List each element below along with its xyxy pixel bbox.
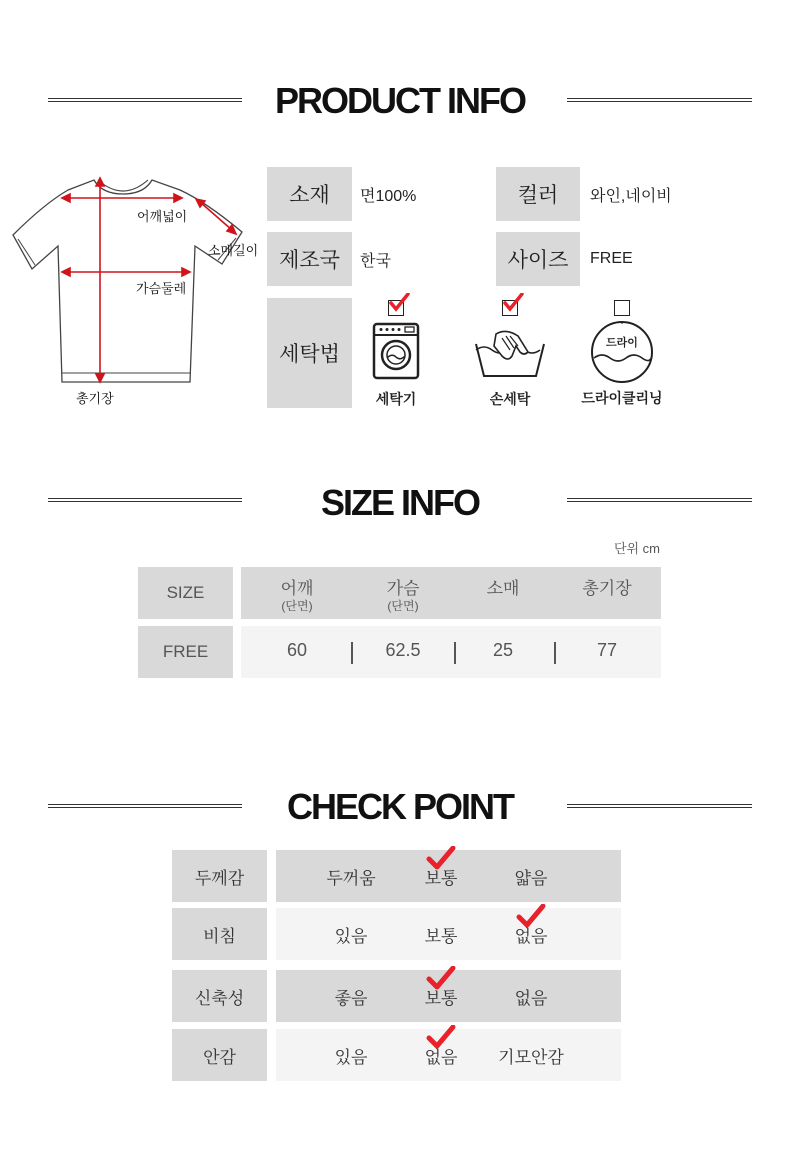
washing-machine-checkbox [388,300,404,316]
checkpoint-key: 비침 [172,908,267,960]
color-key: 컬러 [496,167,580,221]
dry-clean-label: 드라이클리닝 [581,390,663,406]
value-shoulder: 60 [286,640,308,660]
value-chest: 62.5 [385,640,421,660]
checkpoint-option: 좋음 [334,988,368,1008]
shoulder-width-label: 어깨넓이 [137,209,188,224]
checkpoint-option: 보통 [424,988,458,1008]
checkpoint-option: 있음 [334,926,368,946]
checkpoint-option: 있음 [334,1047,368,1067]
checkpoint-key: 안감 [172,1029,267,1081]
col-length: 총기장 [582,579,632,598]
care-hand-wash [455,300,565,409]
checkpoint-option: 보통 [424,926,458,946]
size-value: FREE [590,250,633,267]
checkpoint-option: 두꺼움 [326,868,376,888]
color-value: 와인,네이비 [590,187,672,205]
care-dry-clean [567,300,677,408]
washing-machine-label: 세탁기 [375,391,417,407]
check-point-title: CHECK POINT [286,786,513,827]
material-value: 면100% [360,187,417,205]
checkpoint-row [276,1029,621,1081]
total-length-label: 총기장 [76,391,114,406]
washing-machine-icon [372,322,420,380]
col-chest: 가슴 (단면) [386,579,420,613]
check-mark-icon [426,1025,456,1049]
value-length: 77 [596,640,618,660]
col-shoulder: 어깨 (단면) [280,579,314,613]
checkpoint-option: 없음 [514,926,548,946]
product-info-title: PRODUCT INFO [275,80,525,121]
separator [454,642,456,664]
checkpoint-option: 기모안감 [498,1047,564,1067]
hand-wash-icon [472,322,548,380]
unit-label: 단위 cm [613,541,660,556]
checkpoint-key: 두께감 [172,850,267,902]
care-key: 세탁법 [267,298,352,408]
dry-clean-icon [590,320,654,384]
hand-wash-label: 손세탁 [489,391,531,407]
care-washing-machine [341,300,451,409]
origin-value: 한국 [360,252,391,270]
checkpoint-row [276,850,621,902]
check-mark-icon [426,846,456,870]
sleeve-length-label: 소매길이 [208,243,259,258]
checkpoint-option: 없음 [424,1047,458,1067]
material-key: 소재 [267,167,352,221]
chest-label: 가슴둘레 [136,281,187,296]
hand-wash-checkbox [502,300,518,316]
size-header-cell: SIZE [138,567,233,619]
origin-key: 제조국 [267,232,352,286]
size-row-label: FREE [138,626,233,678]
check-mark-icon [516,904,546,928]
checkpoint-option: 보통 [424,868,458,888]
check-mark-icon [389,293,411,313]
checkpoint-option: 얇음 [514,868,548,888]
checkpoint-row [276,970,621,1022]
value-sleeve: 25 [492,640,514,660]
check-mark-icon [503,293,525,313]
check-mark-icon [426,966,456,990]
dry-clean-icon-text: 드라이 [606,337,638,349]
separator [554,642,556,664]
col-sleeve: 소매 [486,579,520,598]
checkpoint-key: 신축성 [172,970,267,1022]
size-info-title: SIZE INFO [320,482,479,523]
checkpoint-option: 없음 [514,988,548,1008]
separator [351,642,353,664]
dry-clean-checkbox [614,300,630,316]
size-key: 사이즈 [496,232,580,286]
checkpoint-row [276,908,621,960]
